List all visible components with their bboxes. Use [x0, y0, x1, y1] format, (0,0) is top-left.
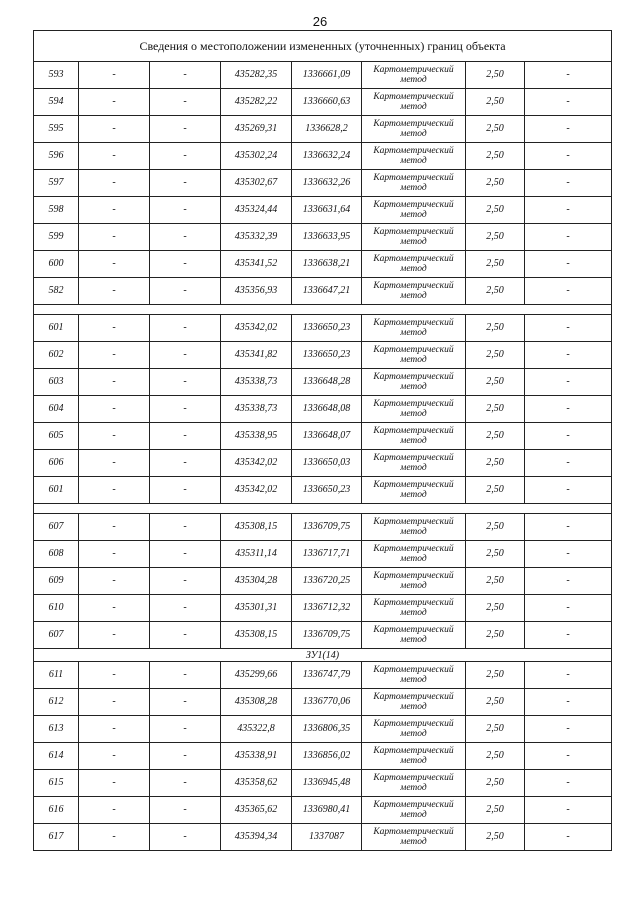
description-cell: -: [525, 689, 612, 716]
point-number-cell: 600: [34, 251, 79, 278]
coord-x-cell: 435302,67: [221, 170, 292, 197]
description-cell: -: [525, 716, 612, 743]
coord-x-cell: 435338,91: [221, 743, 292, 770]
description-cell: -: [525, 170, 612, 197]
old-y-cell: -: [150, 568, 221, 595]
coord-x-cell: 435311,14: [221, 541, 292, 568]
old-y-cell: -: [150, 423, 221, 450]
table-row: [34, 568, 612, 595]
description-cell: -: [525, 143, 612, 170]
table-row: [34, 423, 612, 450]
coord-x-cell: 435341,82: [221, 342, 292, 369]
accuracy-cell: 2,50: [466, 662, 525, 689]
point-number-cell: 610: [34, 595, 79, 622]
coord-y-cell: 1336806,35: [292, 716, 362, 743]
old-y-cell: -: [150, 797, 221, 824]
table-row: [34, 315, 612, 342]
point-number-cell: 598: [34, 197, 79, 224]
method-cell: Картометрический метод: [362, 797, 466, 824]
old-y-cell: -: [150, 595, 221, 622]
method-cell: Картометрический метод: [362, 396, 466, 423]
coord-y-cell: 1336632,26: [292, 170, 362, 197]
coord-x-cell: 435394,34: [221, 824, 292, 851]
accuracy-cell: 2,50: [466, 342, 525, 369]
method-cell: Картометрический метод: [362, 116, 466, 143]
table-row: [34, 541, 612, 568]
coord-x-cell: 435358,62: [221, 770, 292, 797]
accuracy-cell: 2,50: [466, 477, 525, 504]
description-cell: -: [525, 568, 612, 595]
method-cell: Картометрический метод: [362, 369, 466, 396]
point-number-cell: 602: [34, 342, 79, 369]
old-x-cell: -: [79, 170, 150, 197]
old-y-cell: -: [150, 342, 221, 369]
table-header-row: [34, 31, 612, 62]
old-x-cell: -: [79, 251, 150, 278]
coord-y-cell: 1336717,71: [292, 541, 362, 568]
method-cell: Картометрический метод: [362, 477, 466, 504]
description-cell: -: [525, 315, 612, 342]
method-cell: Картометрический метод: [362, 622, 466, 649]
description-cell: -: [525, 824, 612, 851]
table-row: [34, 116, 612, 143]
method-cell: Картометрический метод: [362, 342, 466, 369]
coord-y-cell: 1336709,75: [292, 514, 362, 541]
table-row: [34, 595, 612, 622]
old-y-cell: -: [150, 743, 221, 770]
accuracy-cell: 2,50: [466, 450, 525, 477]
table-row: [34, 170, 612, 197]
method-cell: Картометрический метод: [362, 315, 466, 342]
method-cell: Картометрический метод: [362, 514, 466, 541]
coord-x-cell: 435342,02: [221, 477, 292, 504]
point-number-cell: 615: [34, 770, 79, 797]
point-number-cell: 612: [34, 689, 79, 716]
point-number-cell: 582: [34, 278, 79, 305]
method-cell: Картометрический метод: [362, 716, 466, 743]
old-y-cell: -: [150, 689, 221, 716]
accuracy-cell: 2,50: [466, 568, 525, 595]
old-x-cell: -: [79, 450, 150, 477]
accuracy-cell: 2,50: [466, 743, 525, 770]
coord-x-cell: 435308,15: [221, 514, 292, 541]
coord-x-cell: 435302,24: [221, 143, 292, 170]
description-cell: -: [525, 743, 612, 770]
old-y-cell: -: [150, 224, 221, 251]
old-y-cell: -: [150, 450, 221, 477]
method-cell: Картометрический метод: [362, 662, 466, 689]
description-cell: -: [525, 797, 612, 824]
accuracy-cell: 2,50: [466, 716, 525, 743]
coord-x-cell: 435322,8: [221, 716, 292, 743]
description-cell: -: [525, 423, 612, 450]
coord-y-cell: 1336647,21: [292, 278, 362, 305]
description-cell: -: [525, 396, 612, 423]
old-x-cell: -: [79, 716, 150, 743]
method-cell: Картометрический метод: [362, 278, 466, 305]
method-cell: Картометрический метод: [362, 743, 466, 770]
table-row: [34, 824, 612, 851]
separator-cell: [34, 504, 612, 514]
method-cell: Картометрический метод: [362, 89, 466, 116]
table-row: [34, 770, 612, 797]
point-number-cell: 616: [34, 797, 79, 824]
coord-y-cell: 1336633,95: [292, 224, 362, 251]
table-row: [34, 89, 612, 116]
coord-x-cell: 435338,73: [221, 396, 292, 423]
coord-x-cell: 435342,02: [221, 450, 292, 477]
separator-row: [34, 305, 612, 315]
method-cell: Картометрический метод: [362, 689, 466, 716]
point-number-cell: 601: [34, 477, 79, 504]
method-cell: Картометрический метод: [362, 170, 466, 197]
old-x-cell: -: [79, 423, 150, 450]
old-x-cell: -: [79, 224, 150, 251]
description-cell: -: [525, 770, 612, 797]
coord-y-cell: 1336712,32: [292, 595, 362, 622]
coord-y-cell: 1336661,09: [292, 62, 362, 89]
coord-x-cell: 435301,31: [221, 595, 292, 622]
table-row: [34, 662, 612, 689]
point-number-cell: 609: [34, 568, 79, 595]
description-cell: -: [525, 342, 612, 369]
old-y-cell: -: [150, 89, 221, 116]
point-number-cell: 607: [34, 622, 79, 649]
old-x-cell: -: [79, 797, 150, 824]
point-number-cell: 604: [34, 396, 79, 423]
old-x-cell: -: [79, 396, 150, 423]
point-number-cell: 601: [34, 315, 79, 342]
coord-x-cell: 435308,15: [221, 622, 292, 649]
section-label-row: [34, 649, 612, 662]
description-cell: -: [525, 541, 612, 568]
coord-x-cell: 435299,66: [221, 662, 292, 689]
point-number-cell: 605: [34, 423, 79, 450]
coord-y-cell: 1337087: [292, 824, 362, 851]
method-cell: Картометрический метод: [362, 595, 466, 622]
coordinates-table-frame: [33, 30, 611, 851]
accuracy-cell: 2,50: [466, 143, 525, 170]
old-x-cell: -: [79, 743, 150, 770]
description-cell: -: [525, 477, 612, 504]
method-cell: Картометрический метод: [362, 770, 466, 797]
table-row: [34, 622, 612, 649]
old-y-cell: -: [150, 170, 221, 197]
table-row: [34, 224, 612, 251]
section-label: ЗУ1(14): [34, 649, 612, 662]
table-row: [34, 797, 612, 824]
description-cell: -: [525, 622, 612, 649]
old-x-cell: -: [79, 143, 150, 170]
table-row: [34, 716, 612, 743]
method-cell: Картометрический метод: [362, 541, 466, 568]
old-y-cell: -: [150, 824, 221, 851]
table-header-title: Сведения о местоположении измененных (уточненных) границ объекта: [34, 31, 612, 62]
old-y-cell: -: [150, 251, 221, 278]
coord-y-cell: 1336660,63: [292, 89, 362, 116]
coord-x-cell: 435282,22: [221, 89, 292, 116]
method-cell: Картометрический метод: [362, 568, 466, 595]
old-y-cell: -: [150, 770, 221, 797]
point-number-cell: 611: [34, 662, 79, 689]
description-cell: -: [525, 251, 612, 278]
old-y-cell: -: [150, 143, 221, 170]
method-cell: Картометрический метод: [362, 197, 466, 224]
description-cell: -: [525, 278, 612, 305]
table-row: [34, 251, 612, 278]
accuracy-cell: 2,50: [466, 689, 525, 716]
coord-y-cell: 1336650,23: [292, 315, 362, 342]
old-y-cell: -: [150, 278, 221, 305]
old-y-cell: -: [150, 396, 221, 423]
page-number: 26: [312, 14, 328, 29]
coord-y-cell: 1336632,24: [292, 143, 362, 170]
old-x-cell: -: [79, 197, 150, 224]
coord-y-cell: 1336628,2: [292, 116, 362, 143]
old-y-cell: -: [150, 116, 221, 143]
method-cell: Картометрический метод: [362, 143, 466, 170]
point-number-cell: 607: [34, 514, 79, 541]
coord-y-cell: 1336709,75: [292, 622, 362, 649]
description-cell: -: [525, 62, 612, 89]
old-x-cell: -: [79, 369, 150, 396]
old-x-cell: -: [79, 662, 150, 689]
coord-y-cell: 1336631,64: [292, 197, 362, 224]
description-cell: -: [525, 662, 612, 689]
method-cell: Картометрический метод: [362, 450, 466, 477]
coord-x-cell: 435342,02: [221, 315, 292, 342]
table-row: [34, 450, 612, 477]
method-cell: Картометрический метод: [362, 224, 466, 251]
accuracy-cell: 2,50: [466, 278, 525, 305]
coord-x-cell: 435308,28: [221, 689, 292, 716]
old-x-cell: -: [79, 89, 150, 116]
accuracy-cell: 2,50: [466, 396, 525, 423]
description-cell: -: [525, 595, 612, 622]
coord-y-cell: 1336650,23: [292, 477, 362, 504]
coord-x-cell: 435332,39: [221, 224, 292, 251]
accuracy-cell: 2,50: [466, 116, 525, 143]
accuracy-cell: 2,50: [466, 224, 525, 251]
accuracy-cell: 2,50: [466, 369, 525, 396]
accuracy-cell: 2,50: [466, 251, 525, 278]
table-row: [34, 342, 612, 369]
coord-x-cell: 435338,73: [221, 369, 292, 396]
old-x-cell: -: [79, 116, 150, 143]
method-cell: Картометрический метод: [362, 251, 466, 278]
old-x-cell: -: [79, 477, 150, 504]
accuracy-cell: 2,50: [466, 62, 525, 89]
accuracy-cell: 2,50: [466, 197, 525, 224]
point-number-cell: 608: [34, 541, 79, 568]
table-row: [34, 514, 612, 541]
table-row: [34, 689, 612, 716]
point-number-cell: 593: [34, 62, 79, 89]
coord-x-cell: 435338,95: [221, 423, 292, 450]
coord-y-cell: 1336770,06: [292, 689, 362, 716]
description-cell: -: [525, 514, 612, 541]
method-cell: Картометрический метод: [362, 824, 466, 851]
point-number-cell: 614: [34, 743, 79, 770]
accuracy-cell: 2,50: [466, 595, 525, 622]
accuracy-cell: 2,50: [466, 315, 525, 342]
coord-x-cell: 435304,28: [221, 568, 292, 595]
old-x-cell: -: [79, 342, 150, 369]
old-x-cell: -: [79, 595, 150, 622]
old-y-cell: -: [150, 369, 221, 396]
coord-x-cell: 435324,44: [221, 197, 292, 224]
coord-y-cell: 1336856,02: [292, 743, 362, 770]
coord-y-cell: 1336648,28: [292, 369, 362, 396]
old-x-cell: -: [79, 622, 150, 649]
point-number-cell: 617: [34, 824, 79, 851]
point-number-cell: 613: [34, 716, 79, 743]
coord-y-cell: 1336980,41: [292, 797, 362, 824]
table-row: [34, 477, 612, 504]
old-x-cell: -: [79, 689, 150, 716]
old-y-cell: -: [150, 662, 221, 689]
point-number-cell: 599: [34, 224, 79, 251]
accuracy-cell: 2,50: [466, 423, 525, 450]
accuracy-cell: 2,50: [466, 824, 525, 851]
accuracy-cell: 2,50: [466, 89, 525, 116]
description-cell: -: [525, 450, 612, 477]
accuracy-cell: 2,50: [466, 170, 525, 197]
table-row: [34, 743, 612, 770]
accuracy-cell: 2,50: [466, 770, 525, 797]
old-x-cell: -: [79, 824, 150, 851]
old-y-cell: -: [150, 541, 221, 568]
table-body: [34, 31, 612, 851]
table-row: [34, 369, 612, 396]
old-y-cell: -: [150, 197, 221, 224]
old-x-cell: -: [79, 62, 150, 89]
old-x-cell: -: [79, 315, 150, 342]
coordinates-table: [33, 30, 612, 851]
coord-y-cell: 1336747,79: [292, 662, 362, 689]
description-cell: -: [525, 197, 612, 224]
accuracy-cell: 2,50: [466, 797, 525, 824]
coord-y-cell: 1336945,48: [292, 770, 362, 797]
coord-x-cell: 435269,31: [221, 116, 292, 143]
description-cell: -: [525, 224, 612, 251]
point-number-cell: 597: [34, 170, 79, 197]
old-y-cell: -: [150, 514, 221, 541]
old-y-cell: -: [150, 62, 221, 89]
old-x-cell: -: [79, 770, 150, 797]
table-row: [34, 197, 612, 224]
accuracy-cell: 2,50: [466, 541, 525, 568]
point-number-cell: 606: [34, 450, 79, 477]
table-row: [34, 278, 612, 305]
method-cell: Картометрический метод: [362, 62, 466, 89]
table-row: [34, 62, 612, 89]
coord-y-cell: 1336648,07: [292, 423, 362, 450]
description-cell: -: [525, 116, 612, 143]
old-x-cell: -: [79, 278, 150, 305]
description-cell: -: [525, 89, 612, 116]
accuracy-cell: 2,50: [466, 514, 525, 541]
old-x-cell: -: [79, 541, 150, 568]
old-y-cell: -: [150, 622, 221, 649]
old-y-cell: -: [150, 477, 221, 504]
coord-y-cell: 1336650,23: [292, 342, 362, 369]
description-cell: -: [525, 369, 612, 396]
point-number-cell: 594: [34, 89, 79, 116]
coord-y-cell: 1336720,25: [292, 568, 362, 595]
coord-x-cell: 435365,62: [221, 797, 292, 824]
point-number-cell: 596: [34, 143, 79, 170]
coord-y-cell: 1336638,21: [292, 251, 362, 278]
old-y-cell: -: [150, 315, 221, 342]
coord-x-cell: 435341,52: [221, 251, 292, 278]
separator-row: [34, 504, 612, 514]
coord-y-cell: 1336648,08: [292, 396, 362, 423]
coord-x-cell: 435282,35: [221, 62, 292, 89]
separator-cell: [34, 305, 612, 315]
coord-x-cell: 435356,93: [221, 278, 292, 305]
method-cell: Картометрический метод: [362, 423, 466, 450]
coord-y-cell: 1336650,03: [292, 450, 362, 477]
point-number-cell: 603: [34, 369, 79, 396]
accuracy-cell: 2,50: [466, 622, 525, 649]
table-row: [34, 143, 612, 170]
old-x-cell: -: [79, 568, 150, 595]
old-y-cell: -: [150, 716, 221, 743]
point-number-cell: 595: [34, 116, 79, 143]
old-x-cell: -: [79, 514, 150, 541]
table-row: [34, 396, 612, 423]
